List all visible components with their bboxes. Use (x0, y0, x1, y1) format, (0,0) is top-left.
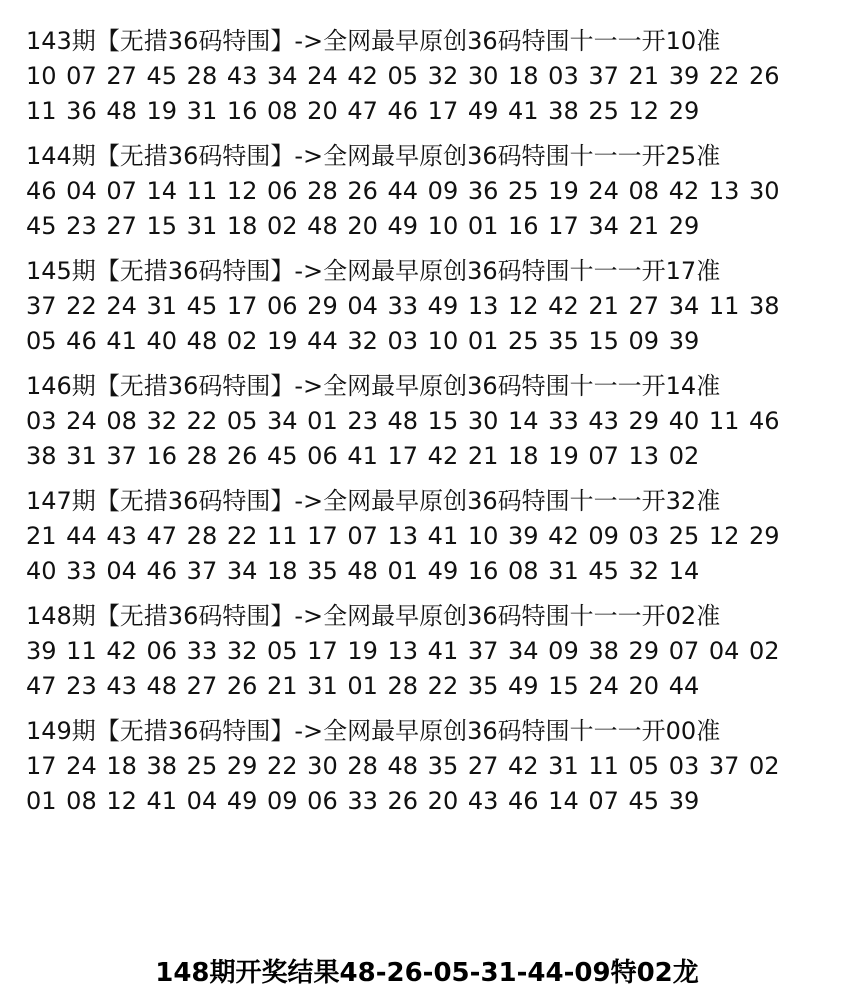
number-row: 37 22 24 31 45 17 06 29 04 33 49 13 12 42 21 27 34 11 38 (26, 292, 780, 320)
number-row: 38 31 37 16 28 26 45 06 41 17 42 21 18 19 07 13 02 (26, 442, 700, 470)
entry-149 (26, 714, 826, 819)
number-row: 05 46 41 40 48 02 19 44 32 03 10 01 25 35 15 09 39 (26, 327, 700, 355)
number-row: 10 07 27 45 28 43 34 24 42 05 32 30 18 03 37 21 39 22 26 (26, 62, 780, 90)
entry-header: 149期【无措36码特围】->全网最早原创36码特围十一一开00准 (26, 717, 721, 745)
number-row: 45 23 27 15 31 18 02 48 20 49 10 01 16 17 34 21 29 (26, 212, 700, 240)
entry-146 (26, 369, 826, 474)
draw-result: 148期开奖结果48-26-05-31-44-09特02龙 (155, 958, 699, 988)
number-row: 17 24 18 38 25 29 22 30 28 48 35 27 42 31 11 05 03 37 02 (26, 752, 780, 780)
number-row: 21 44 43 47 28 22 11 17 07 13 41 10 39 42 09 03 25 12 29 (26, 522, 780, 550)
number-row: 39 11 42 06 33 32 05 17 19 13 41 37 34 09 38 29 07 04 02 (26, 637, 780, 665)
entry-143 (26, 24, 826, 129)
number-row: 40 33 04 46 37 34 18 35 48 01 49 16 08 31 45 32 14 (26, 557, 700, 585)
prediction-list (26, 24, 826, 829)
entry-header: 143期【无措36码特围】->全网最早原创36码特围十一一开10准 (26, 27, 721, 55)
number-row: 01 08 12 41 04 49 09 06 33 26 20 43 46 14 07 45 39 (26, 787, 700, 815)
entry-144 (26, 139, 826, 244)
number-row: 03 24 08 32 22 05 34 01 23 48 15 30 14 33 43 29 40 11 46 (26, 407, 780, 435)
number-row: 46 04 07 14 11 12 06 28 26 44 09 36 25 19 24 08 42 13 30 (26, 177, 780, 205)
entry-header: 148期【无措36码特围】->全网最早原创36码特围十一一开02准 (26, 602, 721, 630)
entry-148 (26, 599, 826, 704)
entry-145 (26, 254, 826, 359)
entry-header: 147期【无措36码特围】->全网最早原创36码特围十一一开32准 (26, 487, 721, 515)
number-row: 47 23 43 48 27 26 21 31 01 28 22 35 49 15 24 20 44 (26, 672, 700, 700)
number-row: 11 36 48 19 31 16 08 20 47 46 17 49 41 38 25 12 29 (26, 97, 700, 125)
entry-header: 144期【无措36码特围】->全网最早原创36码特围十一一开25准 (26, 142, 721, 170)
entry-147 (26, 484, 826, 589)
entry-header: 145期【无措36码特围】->全网最早原创36码特围十一一开17准 (26, 257, 721, 285)
entry-header: 146期【无措36码特围】->全网最早原创36码特围十一一开14准 (26, 372, 721, 400)
